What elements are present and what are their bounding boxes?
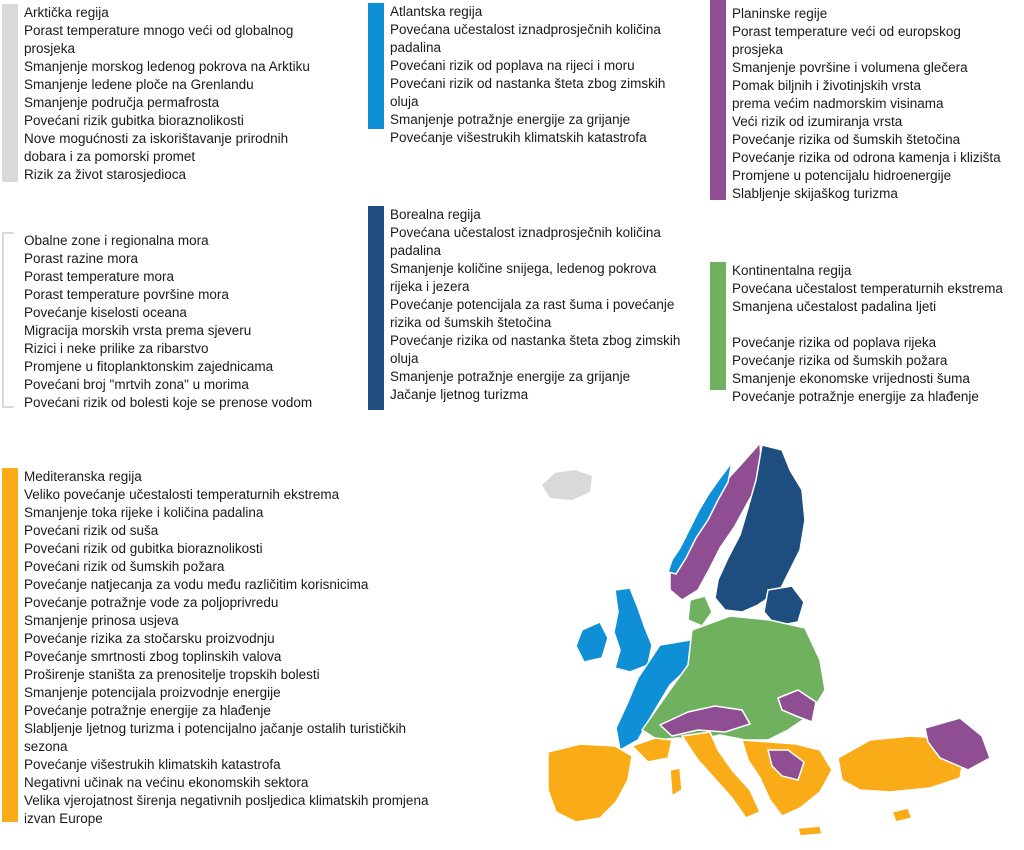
mediterranean-item: izvan Europe: [24, 811, 103, 826]
mediterranean-item: Povećanje višestrukih klimatskih katastrofa: [24, 757, 281, 772]
arctic-item: Smanjenje područja permafrosta: [24, 95, 220, 110]
atlantic-item: Povećana učestalost iznadprosječnih količina: [390, 22, 661, 37]
continental-item: Povećanje rizika od šumskih požara: [732, 353, 948, 368]
arctic-item: prosjeka: [24, 41, 76, 56]
mediterranean-item: Veliko povećanje učestalosti temperaturnih ekstrema: [24, 487, 340, 502]
mediterranean-item: Smanjenje prinosa usjeva: [24, 613, 179, 628]
coastal-item: Povećani broj "mrtvih zona" u morima: [24, 377, 249, 392]
continental-color-bar: [710, 262, 726, 390]
arctic-item: Smanjenje morskog ledenog pokrova na Arktiku: [24, 59, 310, 74]
atlantic-item: Povećanje višestrukih klimatskih katastrofa: [390, 130, 647, 145]
mediterranean-item: Povećanje smrtnosti zbog toplinskih valova: [24, 649, 282, 664]
atlantic-item: padalina: [390, 40, 442, 55]
south-france-mediterranean: [632, 738, 672, 762]
ireland-atlantic: [576, 622, 608, 662]
sardinia-mediterranean: [670, 768, 682, 796]
mediterranean-item: Povećanje rizika za stočarsku proizvodnju: [24, 631, 275, 646]
mountain-item: Promjene u potencijalu hidroenergije: [732, 168, 952, 183]
arctic-item: Rizik za život starosjedioca: [24, 167, 187, 182]
mountain-title: Planinske regije: [732, 6, 828, 21]
mediterranean-item: Smanjenje potencijala proizvodnje energije: [24, 685, 281, 700]
cyprus-mediterranean: [892, 808, 912, 822]
atlantic-item: oluja: [390, 94, 419, 109]
denmark-continental: [688, 596, 712, 626]
mediterranean-item: Velika vjerojatnost širenja negativnih posljedica klimatskih promjena: [24, 793, 429, 808]
mediterranean-item: Povećanje potražnje vode za poljoprivredu: [24, 595, 279, 610]
boreal-item: rizika od šumskih štetočina: [390, 315, 552, 330]
mountain-item: prema većim nadmorskim visinama: [732, 96, 944, 111]
boreal-item: Povećana učestalost iznadprosječnih količina: [390, 225, 661, 240]
mountain-item: Slabljenje skijaškog turizma: [732, 186, 898, 201]
mediterranean-item: Proširenje staništa za prenositelje tropskih bolesti: [24, 667, 320, 682]
coastal-item: Promjene u fitoplanktonskim zajednicama: [24, 359, 274, 374]
continental-title: Kontinentalna regija: [732, 263, 852, 278]
mediterranean-item: Negativni učinak na većinu ekonomskih sektora: [24, 775, 309, 790]
iceland-arctic: [542, 470, 592, 500]
mountain-item: Smanjenje površine i volumena glečera: [732, 60, 968, 75]
mediterranean-item: Slabljenje ljetnog turizma i potencijalno jačanje ostalih turističkih: [24, 721, 406, 736]
mediterranean-color-bar: [2, 468, 18, 822]
mediterranean-item: Povećani rizik od gubitka bioraznolikosti: [24, 541, 263, 556]
mountain-item: Pomak biljnih i životinjskih vrsta: [732, 78, 922, 93]
arctic-color-bar: [2, 4, 18, 182]
boreal-item: rijeka i jezera: [390, 279, 470, 294]
arctic-item: Povećani rizik gubitka bioraznolikosti: [24, 113, 244, 128]
mountain-item: prosjeka: [732, 42, 784, 57]
continental-item: Smanjenje ekonomske vrijednosti šuma: [732, 371, 970, 386]
mediterranean-item: Povećani rizik od šumskih požara: [24, 559, 225, 574]
arctic-item: Nove mogućnosti za iskorištavanje prirodnih: [24, 131, 289, 146]
coastal-item: Migracija morskih vrsta prema sjeveru: [24, 323, 252, 338]
crete-mediterranean: [798, 826, 822, 836]
boreal-item: oluja: [390, 351, 419, 366]
arctic-title: Arktička regija: [24, 5, 109, 20]
atlantic-item: Povećani rizik od poplava na rijeci i moru: [390, 58, 635, 73]
boreal-item: Povećanje rizika od nastanka šteta zbog zimskih: [390, 333, 681, 348]
continental-item: Povećanje potražnje energije za hlađenje: [732, 389, 979, 404]
mountain-item: Povećanje rizika od odrona kamenja i klizišta: [732, 150, 1001, 165]
boreal-color-bar: [368, 206, 384, 410]
arctic-item: dobara i za pomorski promet: [24, 149, 196, 164]
atlantic-title: Atlantska regija: [390, 4, 483, 19]
arctic-item: Smanjenje ledene ploče na Grenlandu: [24, 77, 254, 92]
coastal-item: Porast razine mora: [24, 251, 139, 266]
mediterranean-item: Povećanje natjecanja za vodu među različitim korisnicima: [24, 577, 369, 592]
boreal-item: Smanjenje količine snijega, ledenog pokrova: [390, 261, 657, 276]
mountain-item: Veći rizik od izumiranja vrsta: [732, 114, 903, 129]
coastal-title: Obalne zone i regionalna mora: [24, 233, 209, 248]
atlantic-item: Povećani rizik od nastanka šteta zbog zimskih: [390, 76, 666, 91]
europe-climate-map: [520, 440, 1020, 845]
boreal-item: Jačanje ljetnog turizma: [390, 387, 529, 402]
mediterranean-item: Smanjenje toka rijeke i količina padalina: [24, 505, 264, 520]
coastal-item: Povećani rizik od bolesti koje se prenose vodom: [24, 395, 313, 410]
coastal-item: Rizici i neke prilike za ribarstvo: [24, 341, 209, 356]
mediterranean-item: sezona: [24, 739, 68, 754]
atlantic-item: Smanjenje potražnje energije za grijanje: [390, 112, 631, 127]
coastal-item: Povećanje kiselosti oceana: [24, 305, 187, 320]
coastal-color-bar: [2, 232, 14, 408]
boreal-item: Smanjenje potražnje energije za grijanje: [390, 369, 631, 384]
continental-item: Smanjena učestalost padalina ljeti: [732, 299, 937, 314]
mountain-item: Porast temperature veći od europskog: [732, 24, 961, 39]
boreal-item: Povećanje potencijala za rast šuma i povećanje: [390, 297, 675, 312]
boreal-item: padalina: [390, 243, 442, 258]
continental-item: Povećanje rizika od poplava rijeka: [732, 335, 937, 350]
continental-item: Povećana učestalost temperaturnih ekstrema: [732, 281, 1003, 296]
coastal-item: Porast temperature površine mora: [24, 287, 229, 302]
atlantic-color-bar: [368, 3, 384, 129]
arctic-item: Porast temperature mnogo veći od globalnog: [24, 23, 294, 38]
boreal-title: Borealna regija: [390, 207, 481, 222]
coastal-item: Porast temperature mora: [24, 269, 175, 284]
mountain-color-bar: [710, 0, 726, 200]
britain-atlantic: [614, 588, 652, 672]
mediterranean-item: Povećani rizik od suša: [24, 523, 159, 538]
mediterranean-title: Mediteranska regija: [24, 469, 142, 484]
iberia-mediterranean: [548, 744, 632, 822]
mediterranean-item: Povećanje potražnje energije za hlađenje: [24, 703, 271, 718]
mountain-item: Povećanje rizika od šumskih štetočina: [732, 132, 961, 147]
